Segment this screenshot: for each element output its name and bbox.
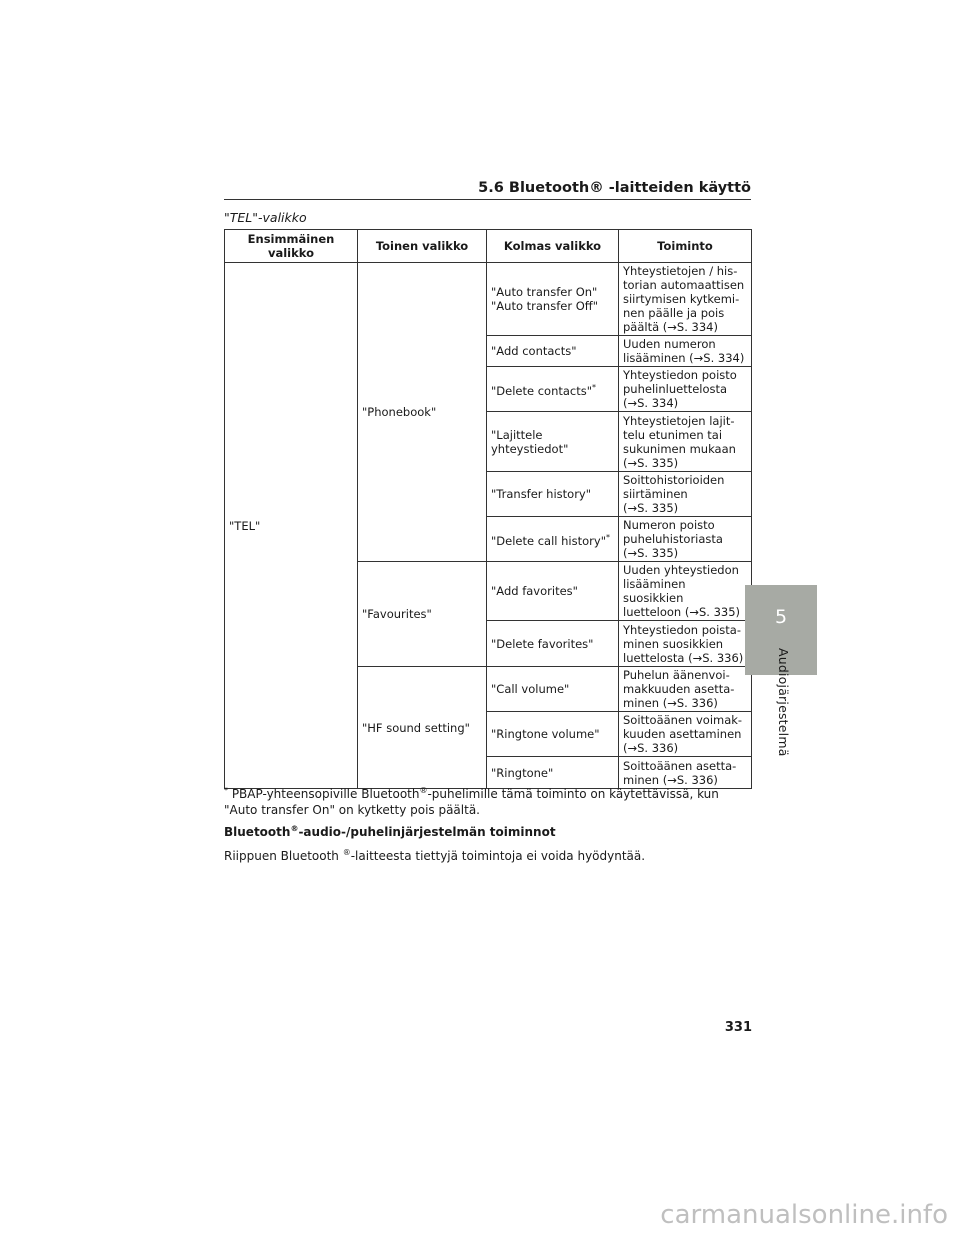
function-cell: Yhteystietojen lajit- telu etunimen tai sukunimen mukaan (→S. 335) [619, 412, 752, 472]
body-paragraph [224, 848, 645, 863]
first-menu-tel: "TEL" [225, 263, 358, 789]
footnote-marker: * [606, 532, 610, 542]
second-menu-hf-sound-setting: "HF sound setting" [358, 667, 487, 789]
table-row [225, 263, 752, 336]
section-title: "TEL"-valikko [224, 210, 307, 225]
function-cell: Yhteystiedon poista- minen suosikkien luettelosta (→S. 336) [619, 621, 752, 667]
watermark: carmanualsonline.info [660, 1200, 948, 1230]
subheading-part1: Bluetooth [224, 825, 291, 839]
function-cell: Puhelun äänenvoi- makkuuden asetta- minen (→S. 336) [619, 667, 752, 712]
second-menu-favourites: "Favourites" [358, 562, 487, 667]
third-menu-cell [487, 517, 619, 562]
function-cell: Yhteystiedon poisto puhelinluettelosta (→S. 334) [619, 367, 752, 412]
third-menu-cell: "Add favorites" [487, 562, 619, 621]
third-menu-cell [487, 367, 619, 412]
registered-mark: ® [419, 786, 428, 795]
third-menu-cell: "Ringtone" [487, 757, 619, 789]
header-second-menu: Toinen valikko [358, 230, 487, 263]
function-cell: Uuden yhteystiedon lisääminen suosikkien luetteloon (→S. 335) [619, 562, 752, 621]
footnote-marker: * [224, 786, 228, 795]
footnote-text-part1: PBAP-yhteensopiville Bluetooth [228, 787, 420, 801]
function-cell: Soittoäänen voimak- kuuden asettaminen (→S. 336) [619, 712, 752, 757]
footnote-marker: * [592, 382, 597, 392]
function-cell: Yhteystietojen / his- torian automaattisen siirtymisen kytkemi- nen päälle ja pois päältä (→S. 334) [619, 263, 752, 336]
page-number: 331 [724, 1020, 752, 1035]
body-part2: -laitteesta tiettyjä toimintoja ei voida hyödyntää. [350, 849, 646, 863]
third-menu-cell: "Lajittele yhteystiedot" [487, 412, 619, 472]
third-menu-label: "Delete call history" [491, 533, 606, 548]
third-menu-label: "Delete contacts" [491, 383, 593, 398]
footnote-text-line2: "Auto transfer On" on kytketty pois päältä. [224, 803, 480, 817]
function-cell: Soittohistorioiden siirtäminen (→S. 335) [619, 472, 752, 517]
header-third-menu: Kolmas valikko [487, 230, 619, 263]
function-cell: Soittoäänen asetta- minen (→S. 336) [619, 757, 752, 789]
body-part1: Riippuen Bluetooth [224, 849, 343, 863]
table-header-row [225, 230, 752, 263]
chapter-header: 5.6 Bluetooth® -laitteiden käyttö [478, 180, 751, 196]
function-cell: Uuden numeron lisääminen (→S. 334) [619, 336, 752, 367]
function-cell: Numeron poisto puheluhistoriasta (→S. 335) [619, 517, 752, 562]
third-menu-cell: "Ringtone volume" [487, 712, 619, 757]
third-menu-cell: "Auto transfer On" "Auto transfer Off" [487, 263, 619, 336]
registered-mark: ® [290, 824, 299, 833]
header-divider [224, 199, 751, 200]
registered-mark: ® [342, 848, 351, 857]
subheading [224, 824, 556, 839]
tel-menu-table [224, 229, 752, 789]
chapter-label: Audiojärjestelmä [776, 648, 791, 757]
third-menu-cell: "Call volume" [487, 667, 619, 712]
chapter-number: 5 [774, 606, 788, 628]
third-menu-cell: "Delete favorites" [487, 621, 619, 667]
footnote-text-part2: -puhelimille tämä toiminto on käytettävissä, kun [427, 787, 719, 801]
header-function: Toiminto [619, 230, 752, 263]
subheading-part2: -audio-/puhelinjärjestelmän toiminnot [298, 825, 556, 839]
header-first-menu: Ensimmäinen valikko [225, 230, 358, 263]
footnote [224, 783, 754, 818]
third-menu-cell: "Transfer history" [487, 472, 619, 517]
third-menu-cell: "Add contacts" [487, 336, 619, 367]
second-menu-phonebook: "Phonebook" [358, 263, 487, 562]
